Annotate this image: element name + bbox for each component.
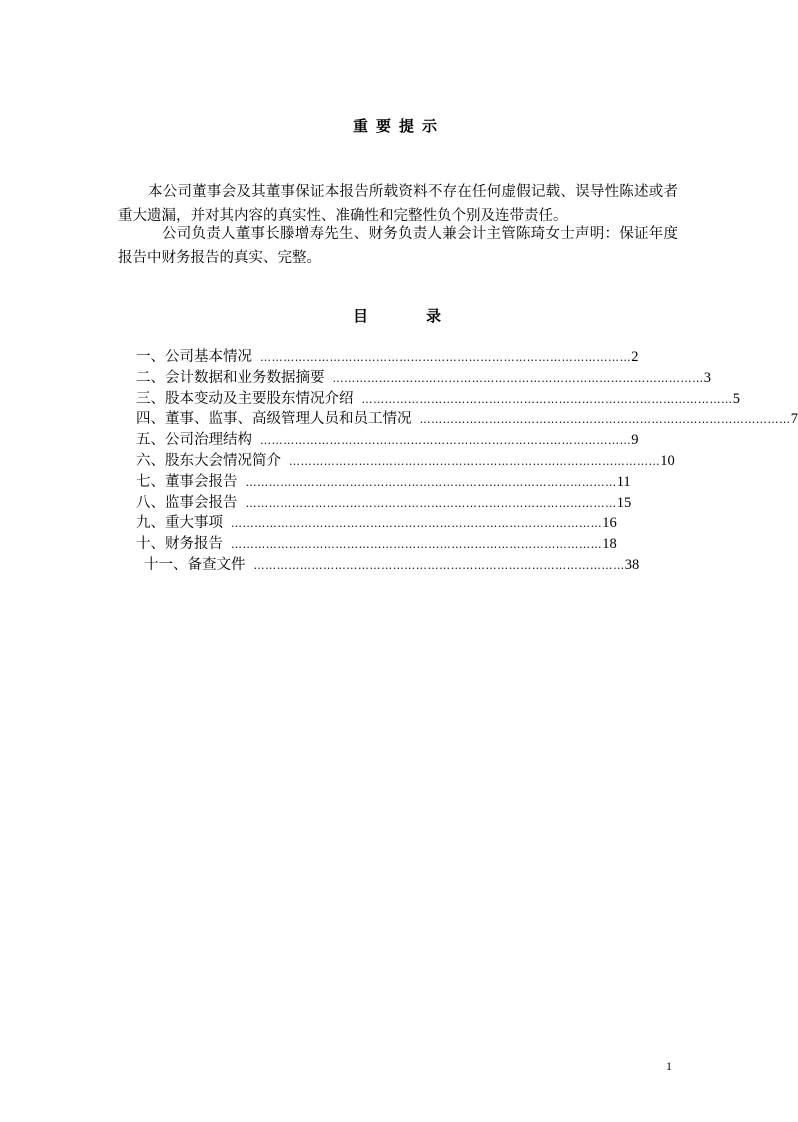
toc-entry-label: 八、监事会报告	[136, 494, 238, 511]
toc-entry-9[interactable]	[136, 513, 617, 534]
toc-entry-label: 一、公司基本情况	[136, 349, 252, 365]
toc-entry-label: 六、股东大会情况简介	[136, 452, 281, 469]
toc-title-left-char: 目	[352, 307, 368, 325]
toc-entry-label: 四、董事、监事、高级管理人员和员工情况	[136, 411, 412, 428]
toc-entry-1[interactable]	[136, 347, 639, 368]
toc-dot-leader: ……………………………………………………………………………………	[419, 413, 791, 427]
notice-paragraph-officer-statement: 公司负责人董事长滕增寿先生、财务负责人兼会计主管陈琦女士声明：保证年度报告中财务报告的真实、完整。	[118, 226, 678, 266]
toc-entry-8[interactable]	[136, 493, 632, 514]
toc-entry-6[interactable]	[136, 451, 675, 472]
page-number: 1	[666, 1059, 672, 1073]
toc-title-right-char: 录	[426, 307, 442, 325]
toc-dot-leader: ……………………………………………………………………………………	[260, 351, 632, 364]
toc-dot-leader: ……………………………………………………………………………………	[289, 454, 661, 468]
toc-dot-leader: ……………………………………………………………………………………	[332, 371, 704, 385]
toc-entry-page: 38	[624, 556, 640, 573]
toc-entry-label: 十、财务报告	[136, 536, 223, 553]
toc-entry-page: 18	[602, 536, 617, 553]
toc-entry-page: 9	[631, 432, 639, 449]
toc-entry-2[interactable]	[136, 368, 711, 389]
toc-entry-11[interactable]	[136, 555, 640, 576]
toc-entry-label: 五、公司治理结构	[136, 432, 252, 449]
toc-dot-leader: ……………………………………………………………………………………	[245, 475, 617, 489]
toc-entry-label: 三、股本变动及主要股东情况介绍	[136, 390, 354, 407]
table-of-contents-title	[0, 305, 794, 326]
toc-entry-label: 十一、备查文件	[144, 556, 246, 573]
toc-entry-label: 二、会计数据和业务数据摘要	[136, 369, 325, 386]
table-of-contents	[136, 347, 798, 576]
toc-entry-3[interactable]	[136, 389, 740, 410]
toc-dot-leader: ……………………………………………………………………………………	[361, 392, 733, 406]
toc-entry-page: 10	[660, 452, 675, 469]
toc-entry-7[interactable]	[136, 472, 631, 493]
notice-paragraph-board-guarantee: 本公司董事会及其董事保证本报告所载资料不存在任何虚假记载、误导性陈述或者重大遗漏，并对其内容的真实性、准确性和完整性负个别及连带责任。	[118, 184, 678, 224]
toc-dot-leader: ……………………………………………………………………………………	[245, 496, 617, 510]
toc-dot-leader: ……………………………………………………………………………………	[260, 434, 632, 448]
toc-entry-page: 5	[732, 390, 740, 407]
toc-entry-page: 3	[703, 369, 711, 386]
toc-entry-page: 11	[616, 473, 631, 490]
toc-dot-leader: ……………………………………………………………………………………	[231, 517, 603, 531]
toc-entry-10[interactable]	[136, 534, 617, 555]
toc-entry-page: 7	[790, 411, 798, 428]
toc-entry-label: 九、重大事项	[136, 515, 223, 532]
toc-entry-4[interactable]	[136, 409, 798, 430]
toc-entry-page: 2	[631, 349, 639, 365]
toc-entry-5[interactable]	[136, 430, 639, 451]
toc-entry-label: 七、董事会报告	[136, 473, 238, 490]
toc-entry-page: 15	[616, 494, 632, 511]
toc-dot-leader: ……………………………………………………………………………………	[253, 558, 625, 572]
toc-entry-page: 16	[602, 515, 617, 532]
important-notice-title: 重要提示	[352, 117, 445, 135]
toc-dot-leader: ……………………………………………………………………………………	[231, 538, 603, 552]
